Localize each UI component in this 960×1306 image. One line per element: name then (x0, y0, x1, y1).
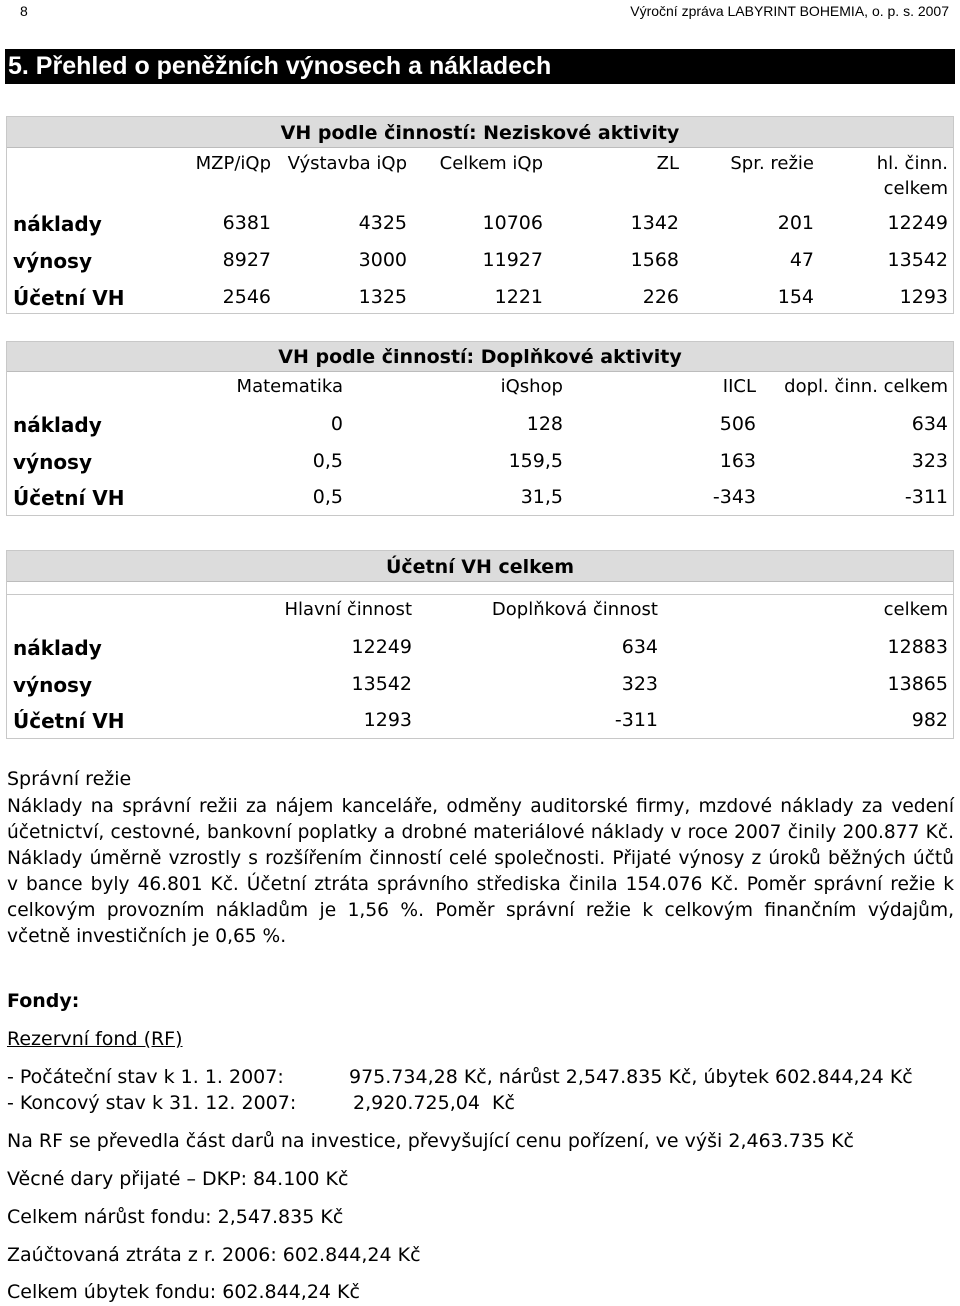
column-header: MZP/iQp (195, 153, 271, 174)
page-number: 8 (20, 3, 28, 19)
table-cell: 13865 (887, 673, 948, 695)
table-supplementary-activities (6, 341, 954, 516)
table-cell: 1342 (630, 212, 679, 234)
table-cell: 163 (719, 450, 756, 472)
row-label: Účetní VH (13, 709, 125, 733)
table-cell: 323 (621, 673, 658, 695)
column-header: Celkem iQp (439, 153, 543, 174)
table-cell: 1293 (899, 286, 948, 308)
table-cell: 12249 (887, 212, 948, 234)
table-cell: 128 (526, 413, 563, 435)
column-header: ZL (656, 153, 679, 174)
table-title: Účetní VH celkem (385, 556, 574, 578)
table-cell: 982 (911, 709, 948, 731)
prior-loss-line: Zaúčtovaná ztráta z r. 2006: 602.844,24 Kč (7, 1244, 421, 1266)
table-cell: 13542 (351, 673, 412, 695)
admin-paragraph: Náklady na správní režii za nájem kanceláře, odměny auditorské firmy, mzdové náklady za vedení účetnictví, cestovné, bankovní poplatky a drobné materiálové náklady v roce 2007 činily 200.877 Kč. Náklady úměrně vzrostly s rozšířením činností celé společnosti. Přijaté výnosy z úroků běžných účtů v bance byly 46.801 Kč. Účetní ztráta správního střediska činila 154.076 Kč. Poměr správní režie k celkovým provozním nákladům je 1,56 %. Poměr správní režie k celkovým finančním výdajům, včetně investičních je 0,65 %. (7, 796, 954, 947)
table-title-band (7, 551, 953, 581)
row-label: náklady (13, 413, 102, 437)
table-cell: 323 (911, 450, 948, 472)
row-label: výnosy (13, 249, 92, 273)
row-label: výnosy (13, 673, 92, 697)
fund-decrease-line: Celkem úbytek fondu: 602.844,24 Kč (7, 1281, 360, 1303)
table-cell: 506 (719, 413, 756, 435)
reserve-fund-heading: Rezervní fond (RF) (7, 1028, 183, 1050)
row-label: náklady (13, 212, 102, 236)
column-header: Spr. režie (730, 153, 814, 174)
column-header: IICL (722, 376, 756, 397)
column-header: iQshop (500, 376, 563, 397)
table-cell: 47 (789, 249, 814, 271)
table-total-result (6, 550, 954, 739)
table-title-band (7, 342, 953, 371)
page-header (0, 0, 960, 20)
table-cell: 10706 (482, 212, 543, 234)
column-header: hl. činn. (876, 153, 948, 174)
table-cell: 1568 (630, 249, 679, 271)
table-cell: 1325 (358, 286, 407, 308)
table-cell: 11927 (482, 249, 543, 271)
table-cell: -311 (904, 486, 948, 508)
closing-balance-value: 2,920.725,04 Kč (353, 1092, 515, 1114)
row-label: Účetní VH (13, 486, 125, 510)
table-cell: 0,5 (312, 450, 343, 472)
table-cell: 2546 (222, 286, 271, 308)
table-cell: 12883 (887, 636, 948, 658)
closing-balance-label: - Koncový stav k 31. 12. 2007: (7, 1092, 297, 1114)
table-cell: 3000 (358, 249, 407, 271)
table-cell: 1293 (363, 709, 412, 731)
row-label: náklady (13, 636, 102, 660)
table-title: VH podle činností: Doplňkové aktivity (278, 346, 682, 368)
column-header: celkem (883, 599, 948, 620)
table-cell: -343 (712, 486, 756, 508)
table-cell: 0 (330, 413, 343, 435)
column-header: Doplňková činnost (491, 599, 658, 620)
table-cell: 154 (777, 286, 814, 308)
table-cell: 0,5 (312, 486, 343, 508)
fund-transfer-line: Na RF se převedla část darů na investice, převyšující cenu pořízení, ve výši 2,463.735 Kč (7, 1130, 855, 1152)
table-cell: 8927 (222, 249, 271, 271)
row-label: Účetní VH (13, 286, 125, 310)
column-header-continued: celkem (883, 178, 948, 199)
column-header: Hlavní činnost (284, 599, 412, 620)
table-cell: 6381 (222, 212, 271, 234)
table-cell: 159,5 (508, 450, 563, 472)
table-cell: 13542 (887, 249, 948, 271)
fund-increase-line: Celkem nárůst fondu: 2,547.835 Kč (7, 1206, 344, 1228)
column-header: dopl. činn. celkem (784, 376, 948, 397)
table-cell: -311 (614, 709, 658, 731)
table-cell: 1221 (494, 286, 543, 308)
admin-heading: Správní režie (7, 768, 132, 790)
table-cell: 4325 (358, 212, 407, 234)
opening-balance-value: 975.734,28 Kč, nárůst 2,547.835 Kč, úbytek 602.844,24 Kč (349, 1066, 913, 1088)
table-nonprofit-activities (6, 116, 954, 314)
row-label: výnosy (13, 450, 92, 474)
funds-heading: Fondy: (7, 990, 80, 1012)
table-title: VH podle činností: Neziskové aktivity (280, 122, 680, 144)
table-cell: 12249 (351, 636, 412, 658)
column-header: Výstavba iQp (287, 153, 407, 174)
section-title: 5. Přehled o peněžních výnosech a nákladech (5, 49, 955, 84)
in-kind-donations-line: Věcné dary přijaté – DKP: 84.100 Kč (7, 1168, 349, 1190)
opening-balance-label: - Počáteční stav k 1. 1. 2007: (7, 1066, 284, 1088)
column-header: Matematika (236, 376, 343, 397)
table-cell: 31,5 (520, 486, 563, 508)
table-cell: 201 (777, 212, 814, 234)
table-cell: 634 (911, 413, 948, 435)
table-title-band (7, 117, 953, 147)
report-title: Výroční zpráva LABYRINT BOHEMIA, o. p. s. 2007 (630, 3, 949, 19)
table-cell: 226 (642, 286, 679, 308)
table-cell: 634 (621, 636, 658, 658)
